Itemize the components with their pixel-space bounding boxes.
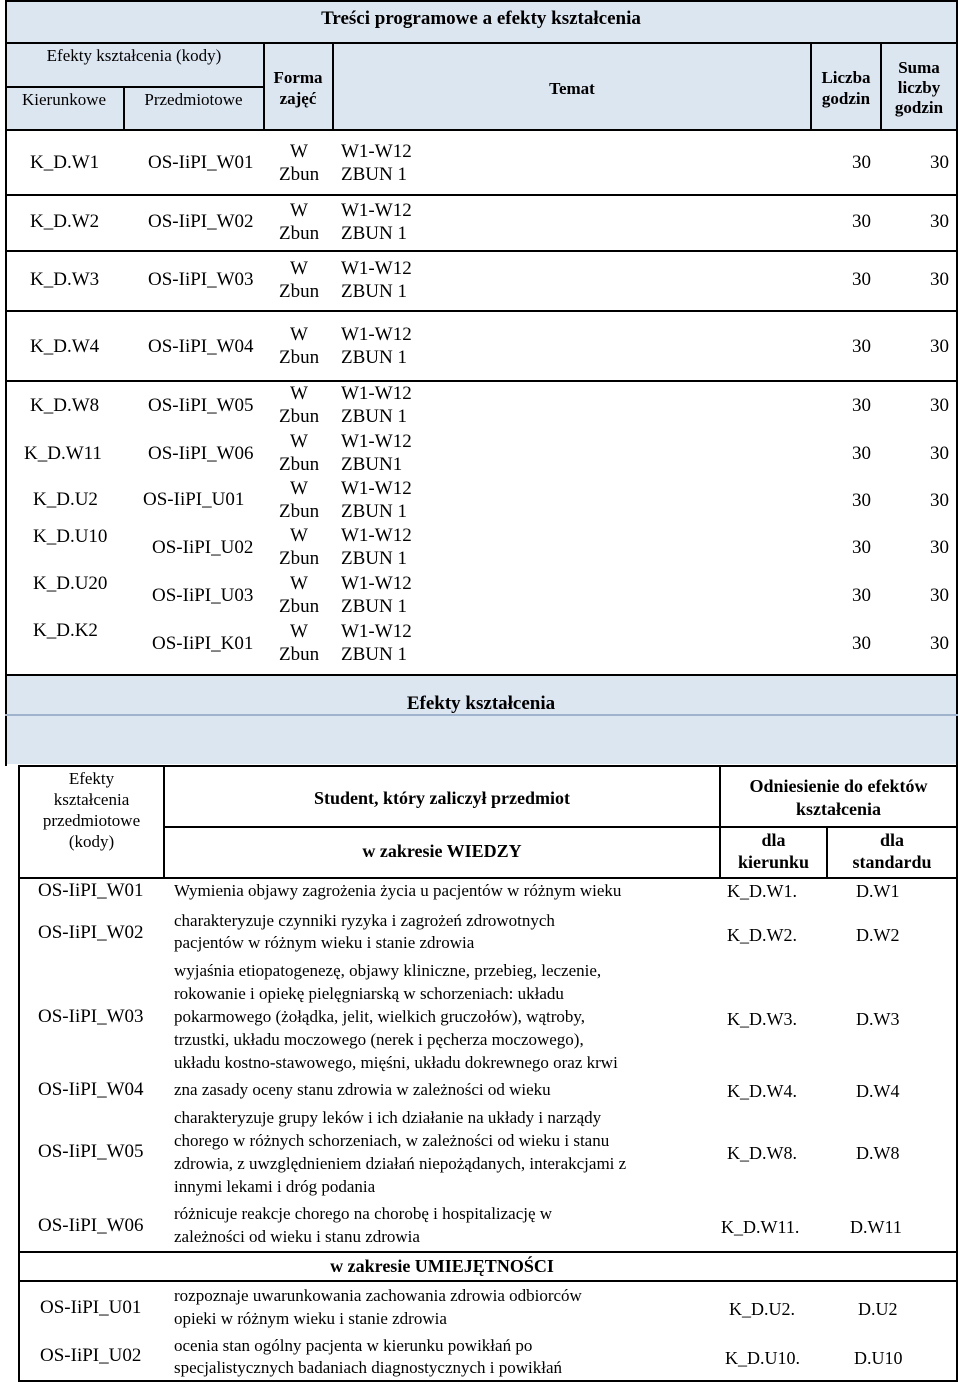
forma-cell: W bbox=[290, 383, 308, 404]
przedmiotowe-cell: OS-IiPI_U01 bbox=[143, 489, 245, 510]
header-odniesienie: Odniesienie do efektów bbox=[749, 776, 928, 796]
forma-cell: Zbun bbox=[279, 164, 320, 185]
opis-line: różnicuje reakcje chorego na chorobę i hospitalizację w bbox=[174, 1204, 553, 1223]
temat-cell: ZBUN 1 bbox=[341, 596, 407, 617]
header-efekty-przed: (kody) bbox=[68, 832, 115, 851]
temat-cell: W1-W12 bbox=[341, 383, 412, 404]
rule bbox=[5, 674, 7, 766]
opis-line: innymi lekami i dróg podania bbox=[174, 1177, 376, 1196]
header-suma: godzin bbox=[894, 98, 944, 117]
forma-cell: Zbun bbox=[279, 406, 320, 427]
suma-cell: 30 bbox=[930, 336, 949, 357]
header-suma: liczby bbox=[897, 78, 941, 97]
kier-cell: K_D.W4. bbox=[727, 1081, 797, 1101]
opis-line: rozpoznaje uwarunkowania zachowania zdrowia odbiorców bbox=[174, 1286, 582, 1305]
kier-cell: K_D.W1. bbox=[727, 881, 797, 901]
forma-cell: W bbox=[290, 431, 308, 452]
opis-line: ocenia stan ogólny pacjenta w kierunku powikłań po bbox=[174, 1336, 533, 1355]
header-efekty-przed: kształcenia bbox=[53, 790, 130, 809]
header-dla-standardu: dla bbox=[879, 830, 904, 850]
kod-cell: OS-IiPI_W05 bbox=[38, 1141, 144, 1162]
temat-cell: ZBUN 1 bbox=[341, 501, 407, 522]
page-title: Treści programowe a efekty kształcenia bbox=[321, 8, 641, 29]
rule bbox=[18, 877, 957, 879]
forma-cell: Zbun bbox=[279, 596, 320, 617]
kierunkowe-cell: K_D.W4 bbox=[30, 336, 100, 357]
kierunkowe-cell: K_D.W11 bbox=[24, 443, 102, 464]
rule bbox=[5, 42, 958, 44]
header-forma: Forma bbox=[273, 68, 323, 87]
rule bbox=[163, 826, 957, 828]
liczba-cell: 30 bbox=[852, 211, 871, 232]
header-przedmiotowe: Przedmiotowe bbox=[144, 90, 243, 109]
forma-cell: W bbox=[290, 324, 308, 345]
std-cell: D.W1 bbox=[856, 881, 900, 901]
przedmiotowe-cell: OS-IiPI_W02 bbox=[148, 211, 254, 232]
kod-cell: OS-IiPI_W06 bbox=[38, 1215, 144, 1236]
kier-cell: K_D.W8. bbox=[727, 1143, 797, 1163]
section-band bbox=[5, 676, 957, 764]
forma-cell: Zbun bbox=[279, 454, 320, 475]
kod-cell: OS-IiPI_W04 bbox=[38, 1079, 144, 1100]
opis-line: rokowanie i opiekę pielęgniarską w schorzeniach: układu bbox=[174, 984, 564, 1003]
header-zakres-wiedzy: w zakresie WIEDZY bbox=[362, 841, 522, 861]
suma-cell: 30 bbox=[930, 537, 949, 558]
temat-cell: ZBUN 1 bbox=[341, 406, 407, 427]
opis-line: układu kostno-stawowego, mięśni, układu dokrewnego oraz krwi bbox=[174, 1053, 618, 1072]
forma-cell: Zbun bbox=[279, 347, 320, 368]
opis-line: zna zasady oceny stanu zdrowia w zależności od wieku bbox=[174, 1080, 551, 1099]
opis-line: opieki w różnym wieku i stanie zdrowia bbox=[174, 1309, 447, 1328]
std-cell: D.W2 bbox=[856, 925, 900, 945]
rule bbox=[956, 0, 958, 675]
kierunkowe-cell: K_D.U20 bbox=[33, 573, 108, 594]
przedmiotowe-cell: OS-IiPI_U03 bbox=[152, 585, 254, 606]
kierunkowe-cell: K_D.W1 bbox=[30, 152, 100, 173]
header-kierunkowe: Kierunkowe bbox=[21, 90, 107, 109]
std-cell: D.W3 bbox=[856, 1009, 900, 1029]
liczba-cell: 30 bbox=[852, 395, 871, 416]
forma-cell: W bbox=[290, 573, 308, 594]
rule bbox=[5, 0, 958, 2]
rule bbox=[18, 765, 957, 767]
temat-cell: ZBUN 1 bbox=[341, 281, 407, 302]
opis-line: wyjaśnia etiopatogenezę, objawy kliniczne, przebieg, leczenie, bbox=[174, 961, 602, 980]
suma-cell: 30 bbox=[930, 395, 949, 416]
rule bbox=[5, 86, 263, 88]
liczba-cell: 30 bbox=[852, 585, 871, 606]
przedmiotowe-cell: OS-IiPI_K01 bbox=[152, 633, 254, 654]
header-student: Student, który zaliczył przedmiot bbox=[314, 788, 570, 808]
temat-cell: ZBUN 1 bbox=[341, 548, 407, 569]
header-zakres-umiejetnosci: w zakresie UMIEJĘTNOŚCI bbox=[330, 1256, 554, 1276]
std-cell: D.W8 bbox=[856, 1143, 900, 1163]
header-efekty-przed: przedmiotowe bbox=[42, 811, 141, 830]
opis-line: zdrowia, z uwzględnieniem działań niepożądanych, interakcjami z bbox=[174, 1154, 627, 1173]
opis-line: specjalistycznych badaniach diagnostycznych i powikłań bbox=[174, 1358, 563, 1377]
temat-cell: ZBUN 1 bbox=[341, 164, 407, 185]
liczba-cell: 30 bbox=[852, 537, 871, 558]
forma-cell: Zbun bbox=[279, 223, 320, 244]
kierunkowe-cell: K_D.K2 bbox=[33, 620, 98, 641]
rule bbox=[956, 674, 958, 766]
header-efekty: Efekty kształcenia (kody) bbox=[46, 46, 222, 65]
liczba-cell: 30 bbox=[852, 152, 871, 173]
temat-cell: W1-W12 bbox=[341, 573, 412, 594]
header-temat: Temat bbox=[549, 79, 595, 98]
kierunkowe-cell: K_D.U2 bbox=[33, 489, 98, 510]
opis-line: chorego w różnych schorzeniach, w zależności od wieku i stanu bbox=[174, 1131, 610, 1150]
kierunkowe-cell: K_D.W8 bbox=[30, 395, 100, 416]
suma-cell: 30 bbox=[930, 152, 949, 173]
opis-line: pacjentów w różnym wieku i stanie zdrowia bbox=[174, 933, 475, 952]
opis-line: charakteryzuje grupy leków i ich działanie na układy i narządy bbox=[174, 1108, 602, 1127]
opis-line: charakteryzuje czynniki ryzyka i zagrożeń zdrowotnych bbox=[174, 911, 555, 930]
przedmiotowe-cell: OS-IiPI_W04 bbox=[148, 336, 254, 357]
rule bbox=[18, 765, 20, 1382]
kier-cell: K_D.W2. bbox=[727, 925, 797, 945]
forma-cell: Zbun bbox=[279, 644, 320, 665]
temat-cell: W1-W12 bbox=[341, 525, 412, 546]
forma-cell: Zbun bbox=[279, 281, 320, 302]
rule bbox=[18, 1251, 957, 1253]
header-dla-kierunku: kierunku bbox=[737, 852, 810, 872]
temat-cell: W1-W12 bbox=[341, 200, 412, 221]
suma-cell: 30 bbox=[930, 585, 949, 606]
std-cell: D.W4 bbox=[856, 1081, 900, 1101]
temat-cell: W1-W12 bbox=[341, 141, 412, 162]
kierunkowe-cell: K_D.W2 bbox=[30, 211, 100, 232]
header-liczba: godzin bbox=[821, 89, 871, 108]
przedmiotowe-cell: OS-IiPI_W03 bbox=[148, 269, 254, 290]
rule bbox=[18, 1380, 957, 1382]
przedmiotowe-cell: OS-IiPI_U02 bbox=[152, 537, 254, 558]
header-dla-standardu: standardu bbox=[852, 852, 932, 872]
temat-cell: ZBUN 1 bbox=[341, 223, 407, 244]
forma-cell: Zbun bbox=[279, 501, 320, 522]
suma-cell: 30 bbox=[930, 269, 949, 290]
forma-cell: W bbox=[290, 478, 308, 499]
kierunkowe-cell: K_D.U10 bbox=[33, 526, 108, 547]
opis-line: pokarmowego (żołądka, jelit, wielkich gruczołów), wątroby, bbox=[174, 1007, 586, 1026]
forma-cell: W bbox=[290, 258, 308, 279]
forma-cell: W bbox=[290, 525, 308, 546]
rule bbox=[5, 310, 958, 312]
liczba-cell: 30 bbox=[852, 336, 871, 357]
forma-cell: W bbox=[290, 200, 308, 221]
header-liczba: Liczba bbox=[821, 68, 871, 87]
std-cell: D.W11 bbox=[850, 1217, 902, 1237]
temat-cell: ZBUN 1 bbox=[341, 347, 407, 368]
temat-cell: ZBUN 1 bbox=[341, 644, 407, 665]
forma-cell: Zbun bbox=[279, 548, 320, 569]
forma-cell: W bbox=[290, 621, 308, 642]
kod-cell: OS-IiPI_W01 bbox=[38, 880, 144, 901]
kier-cell: K_D.U2. bbox=[729, 1299, 795, 1319]
kod-cell: OS-IiPI_U01 bbox=[40, 1297, 142, 1318]
rule bbox=[956, 765, 958, 1382]
temat-cell: W1-W12 bbox=[341, 621, 412, 642]
przedmiotowe-cell: OS-IiPI_W05 bbox=[148, 395, 254, 416]
temat-cell: ZBUN1 bbox=[341, 454, 403, 475]
liczba-cell: 30 bbox=[852, 490, 871, 511]
rule bbox=[5, 250, 958, 252]
suma-cell: 30 bbox=[930, 490, 949, 511]
suma-cell: 30 bbox=[930, 211, 949, 232]
kier-cell: K_D.W11. bbox=[721, 1217, 800, 1237]
kier-cell: K_D.U10. bbox=[725, 1348, 800, 1368]
suma-cell: 30 bbox=[930, 443, 949, 464]
kier-cell: K_D.W3. bbox=[727, 1009, 797, 1029]
header-efekty-przed: Efekty bbox=[68, 769, 115, 788]
kierunkowe-cell: K_D.W3 bbox=[30, 269, 100, 290]
temat-cell: W1-W12 bbox=[341, 431, 412, 452]
liczba-cell: 30 bbox=[852, 443, 871, 464]
rule bbox=[5, 380, 958, 382]
opis-line: Wymienia objawy zagrożenia życia u pacjentów w różnym wieku bbox=[174, 881, 622, 900]
kod-cell: OS-IiPI_U02 bbox=[40, 1345, 142, 1366]
kod-cell: OS-IiPI_W02 bbox=[38, 922, 144, 943]
header-forma: zajęć bbox=[279, 89, 317, 108]
rule bbox=[5, 194, 958, 196]
rule bbox=[5, 129, 958, 131]
header-odniesienie: kształcenia bbox=[796, 799, 881, 819]
header-suma: Suma bbox=[898, 58, 940, 77]
opis-line: zależności od wieku i stanu zdrowia bbox=[174, 1227, 420, 1246]
std-cell: D.U2 bbox=[858, 1299, 898, 1319]
przedmiotowe-cell: OS-IiPI_W06 bbox=[148, 443, 254, 464]
temat-cell: W1-W12 bbox=[341, 258, 412, 279]
std-cell: D.U10 bbox=[854, 1348, 903, 1368]
forma-cell: W bbox=[290, 141, 308, 162]
przedmiotowe-cell: OS-IiPI_W01 bbox=[148, 152, 254, 173]
liczba-cell: 30 bbox=[852, 633, 871, 654]
opis-line: trzustki, układu moczowego (nerek i pęcherza moczowego), bbox=[174, 1030, 584, 1049]
section-title: Efekty kształcenia bbox=[406, 693, 556, 714]
suma-cell: 30 bbox=[930, 633, 949, 654]
liczba-cell: 30 bbox=[852, 269, 871, 290]
header-dla-kierunku: dla bbox=[761, 830, 786, 850]
temat-cell: W1-W12 bbox=[341, 324, 412, 345]
rule bbox=[18, 1280, 957, 1282]
kod-cell: OS-IiPI_W03 bbox=[38, 1006, 144, 1027]
temat-cell: W1-W12 bbox=[341, 478, 412, 499]
